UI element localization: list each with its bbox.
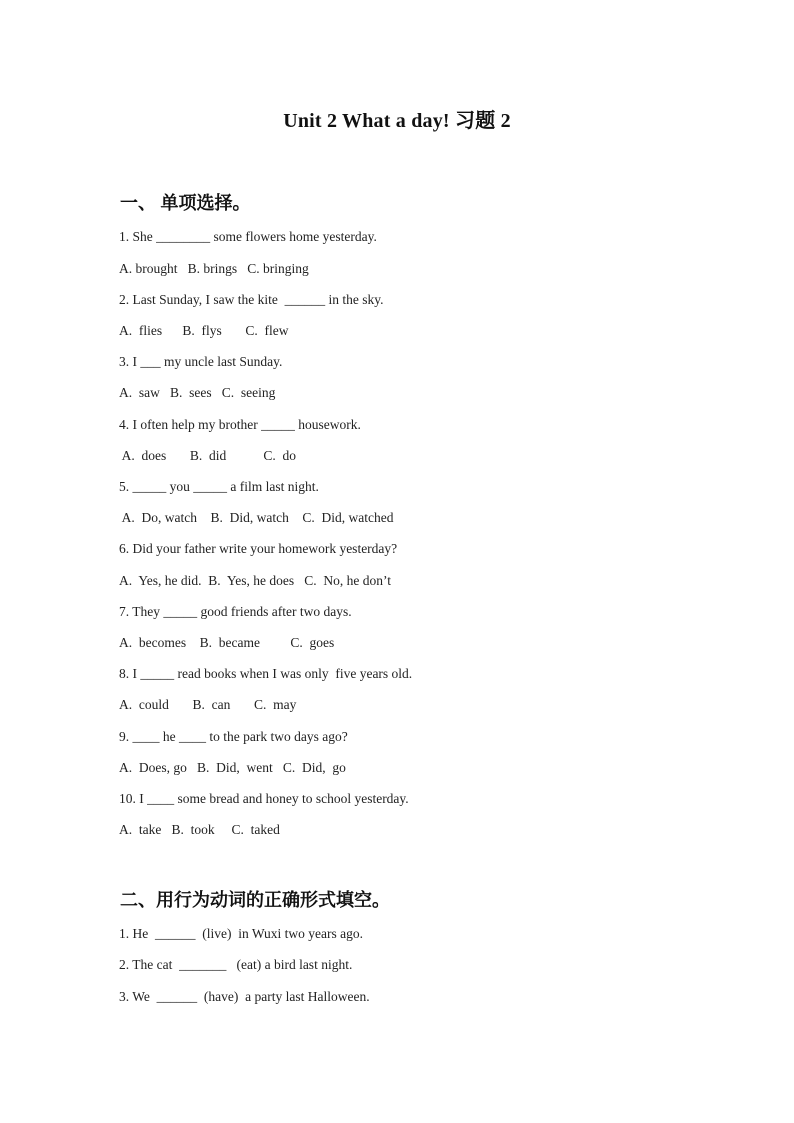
question-3-stem: 3. I ___ my uncle last Sunday. [119,354,283,369]
question-7-options: A. becomes B. became C. goes [119,635,335,650]
question-1-options: A. brought B. brings C. bringing [119,261,309,276]
question-3-options: A. saw B. sees C. seeing [119,385,276,400]
question-6-options: A. Yes, he did. B. Yes, he does C. No, he don’t [119,573,392,588]
question-9-stem: 9. ____ he ____ to the park two days ago? [119,729,348,744]
question-6-stem: 6. Did your father write your homework yesterday? [119,541,398,556]
question-10-options: A. take B. took C. taked [119,822,280,837]
question-9-options: A. Does, go B. Did, went C. Did, go [119,760,346,775]
section-2-heading: 二、用行为动词的正确形式填空。 [120,890,390,910]
fill-in-3: 3. We ______ (have) a party last Halloween. [119,989,370,1004]
question-10-stem: 10. I ____ some bread and honey to school yesterday. [119,791,409,806]
page-title: Unit 2 What a day! 习题 2 [283,110,511,132]
question-8-stem: 8. I _____ read books when I was only five years old. [119,666,413,681]
question-7-stem: 7. They _____ good friends after two days. [119,604,352,619]
question-4-stem: 4. I often help my brother _____ housework. [119,417,361,432]
question-5-stem: 5. _____ you _____ a film last night. [119,479,319,494]
question-8-options: A. could B. can C. may [119,697,297,712]
question-4-options: A. does B. did C. do [119,448,297,463]
fill-in-1: 1. He ______ (live) in Wuxi two years ago. [119,926,364,941]
question-5-options: A. Do, watch B. Did, watch C. Did, watched [119,510,394,525]
question-2-stem: 2. Last Sunday, I saw the kite ______ in the sky. [119,292,384,307]
fill-in-2: 2. The cat _______ (eat) a bird last night. [119,957,353,972]
question-2-options: A. flies B. flys C. flew [119,323,289,338]
question-1-stem: 1. She ________ some flowers home yesterday. [119,229,377,244]
section-1-heading: 一、 单项选择。 [120,193,251,213]
